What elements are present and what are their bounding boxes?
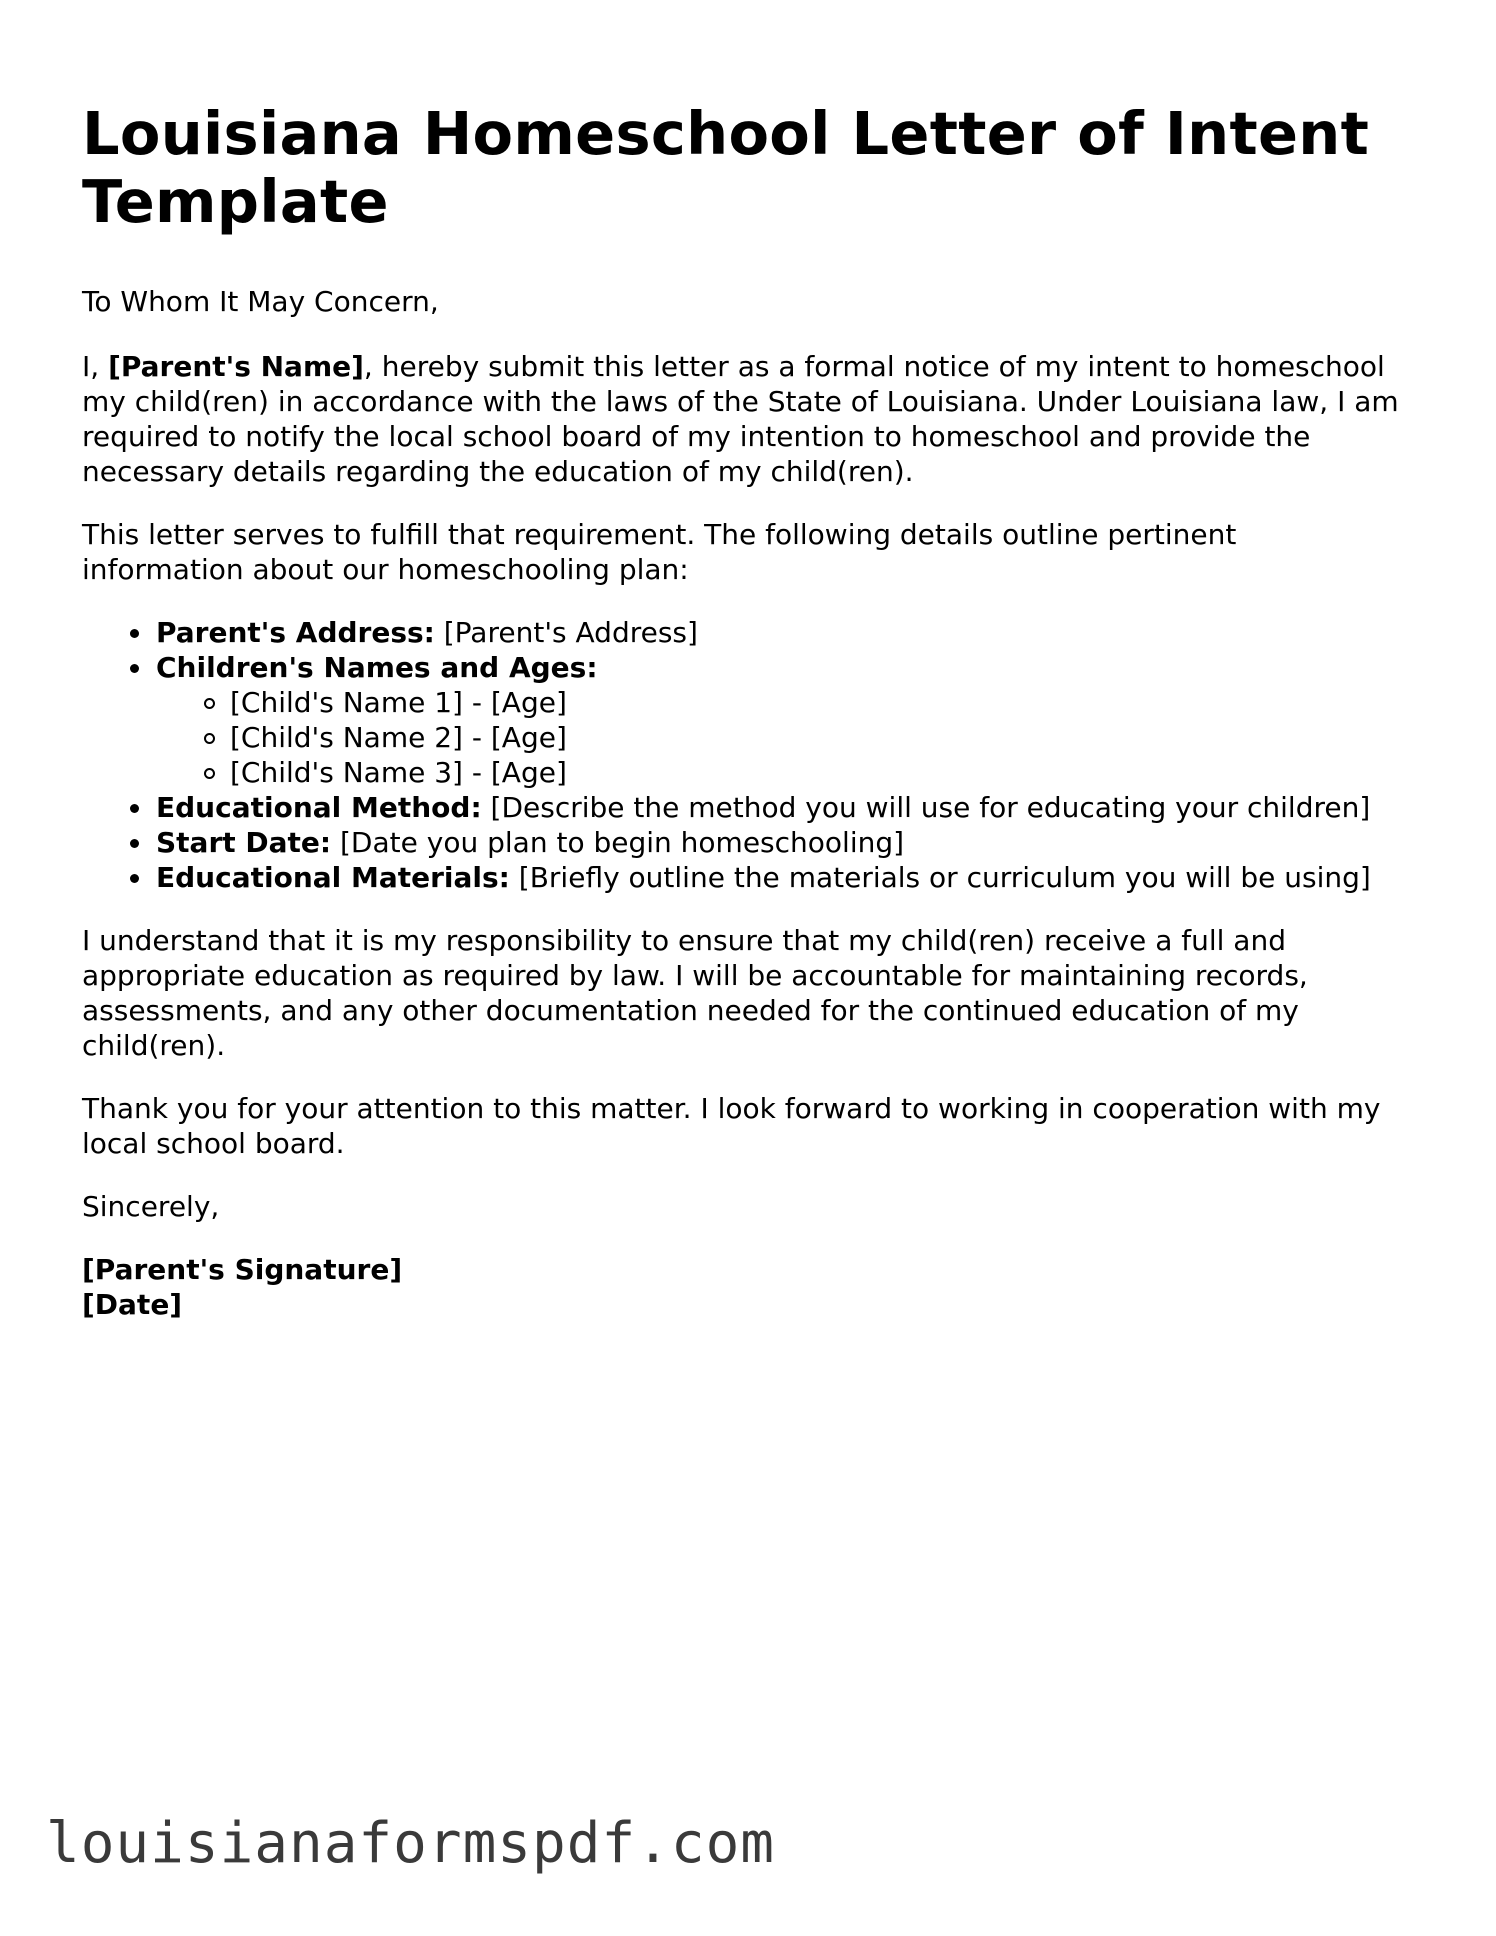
materials-value: [Briefly outline the materials or curriculum you will be using]	[509, 861, 1371, 894]
address-value: [Parent's Address]	[434, 616, 698, 649]
materials-label: Educational Materials:	[156, 861, 510, 894]
signature-placeholder: [Parent's Signature]	[82, 1253, 403, 1286]
child-item: [Child's Name 2] - [Age]	[230, 720, 1402, 755]
intro-text: , hereby submit this letter as a formal notice of my intent to homeschool my child(ren) in accordance with the laws of the State of Louisiana. Under Louisiana law, I am required to notify the local school board of my intention to homeschool and provide the necessary details regarding the education of my child(ren).	[82, 350, 1399, 488]
letter-page	[82, 100, 1402, 1322]
list-item-materials	[156, 860, 1402, 895]
children-list	[156, 685, 1402, 790]
method-value: [Describe the method you will use for educating your children]	[481, 791, 1371, 824]
salutation: To Whom It May Concern,	[82, 285, 439, 318]
children-label: Children's Names and Ages:	[156, 651, 598, 684]
list-item-start-date	[156, 825, 1402, 860]
list-item-method	[156, 790, 1402, 825]
intro-paragraph	[82, 349, 1402, 489]
signature-block	[82, 1252, 1402, 1322]
date-placeholder: [Date]	[82, 1288, 183, 1321]
child-item: [Child's Name 3] - [Age]	[230, 755, 1402, 790]
closing: Sincerely,	[82, 1190, 220, 1223]
intro-prefix: I,	[82, 350, 109, 383]
responsibility-paragraph: I understand that it is my responsibility to ensure that my child(ren) receive a full and appropriate education as required by law. I will be accountable for maintaining records, assessments, and any other documentation needed for the continued education of my child(ren).	[82, 924, 1308, 1062]
site-watermark: louisianaformspdf.com	[46, 1811, 776, 1876]
details-list	[82, 615, 1402, 895]
list-item-address	[156, 615, 1402, 650]
list-item-children	[156, 650, 1402, 790]
address-label: Parent's Address:	[156, 616, 435, 649]
document-title: Louisiana Homeschool Letter of Intent Template	[82, 99, 1370, 236]
start-date-label: Start Date:	[156, 826, 332, 859]
method-label: Educational Method:	[156, 791, 482, 824]
child-item: [Child's Name 1] - [Age]	[230, 685, 1402, 720]
purpose-paragraph: This letter serves to fulfill that requirement. The following details outline pertinent information about our homeschooling plan:	[82, 518, 1237, 586]
thanks-paragraph: Thank you for your attention to this matter. I look forward to working in cooperation with my local school board.	[82, 1092, 1381, 1160]
parent-name-placeholder: [Parent's Name]	[108, 350, 364, 383]
start-date-value: [Date you plan to begin homeschooling]	[331, 826, 905, 859]
